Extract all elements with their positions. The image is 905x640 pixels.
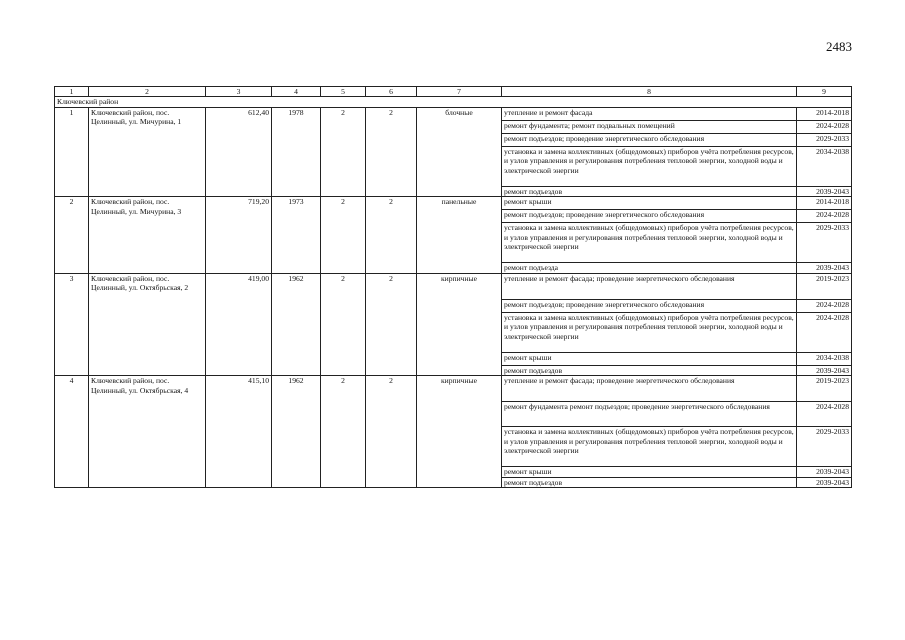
column-header: 4 — [272, 87, 321, 97]
entry-entrances: 2 — [366, 273, 417, 375]
entry-entrances: 2 — [366, 197, 417, 273]
work-period: 2039-2043 — [797, 186, 852, 196]
work-description: ремонт подъездов; проведение энергетического обследования — [502, 210, 797, 223]
column-header: 6 — [366, 87, 417, 97]
work-period: 2024-2028 — [797, 299, 852, 312]
entry-address: Ключевский район, пос. Целинный, ул. Мичурина, 1 — [89, 107, 206, 196]
entry-floors: 2 — [321, 107, 366, 196]
entry-floors: 2 — [321, 376, 366, 488]
work-period: 2014-2018 — [797, 107, 852, 120]
entry-year: 1962 — [272, 376, 321, 488]
entry-floors: 2 — [321, 197, 366, 273]
entry-entrances: 2 — [366, 107, 417, 196]
column-header: 3 — [206, 87, 272, 97]
work-description: ремонт подъездов; проведение энергетического обследования — [502, 133, 797, 146]
work-period: 2019-2023 — [797, 273, 852, 299]
work-description: ремонт фундамента ремонт подъездов; проведение энергетического обследования — [502, 402, 797, 427]
entry-number: 1 — [55, 107, 89, 196]
work-period: 2029-2033 — [797, 133, 852, 146]
work-period: 2029-2033 — [797, 427, 852, 467]
table-row — [55, 273, 852, 299]
entry-floors: 2 — [321, 273, 366, 375]
work-description: ремонт крыши — [502, 197, 797, 210]
work-description: ремонт крыши — [502, 352, 797, 365]
work-period: 2034-2038 — [797, 146, 852, 186]
work-description: ремонт подъезда — [502, 263, 797, 273]
entry-material: блочные — [417, 107, 502, 196]
entry-year: 1973 — [272, 197, 321, 273]
work-description: утепление и ремонт фасада; проведение энергетического обследования — [502, 273, 797, 299]
entry-number: 3 — [55, 273, 89, 375]
entry-material: кирпичные — [417, 376, 502, 488]
work-period: 2029-2033 — [797, 223, 852, 263]
work-period: 2039-2043 — [797, 263, 852, 273]
page-number: 2483 — [826, 39, 852, 54]
entry-area: 612,40 — [206, 107, 272, 196]
work-description: ремонт подъездов — [502, 186, 797, 196]
column-header-row — [55, 87, 852, 97]
work-period: 2024-2028 — [797, 312, 852, 352]
column-header: 7 — [417, 87, 502, 97]
work-description: ремонт фундамента; ремонт подвальных помещений — [502, 120, 797, 133]
entry-address: Ключевский район, пос. Целинный, ул. Октябрьская, 4 — [89, 376, 206, 488]
entry-number: 4 — [55, 376, 89, 488]
work-period: 2019-2023 — [797, 376, 852, 402]
work-description: ремонт крыши — [502, 467, 797, 477]
entry-material: кирпичные — [417, 273, 502, 375]
work-description: установка и замена коллективных (общедомовых) приборов учёта потребления ресурсов, и узлов управления и регулирования потребления тепловой энергии, холодной воды и электрической энергии — [502, 223, 797, 263]
work-description: утепление и ремонт фасада; проведение энергетического обследования — [502, 376, 797, 402]
entry-area: 419,00 — [206, 273, 272, 375]
column-header: 1 — [55, 87, 89, 97]
entry-material: панельные — [417, 197, 502, 273]
work-description: ремонт подъездов — [502, 477, 797, 487]
entry-area: 719,20 — [206, 197, 272, 273]
column-header: 2 — [89, 87, 206, 97]
entry-address: Ключевский район, пос. Целинный, ул. Октябрьская, 2 — [89, 273, 206, 375]
table-row — [55, 376, 852, 402]
work-period: 2024-2028 — [797, 210, 852, 223]
work-description: установка и замена коллективных (общедомовых) приборов учёта потребления ресурсов, и узлов управления и регулирования потребления тепловой энергии, холодной воды и электрической энергии — [502, 312, 797, 352]
entry-number: 2 — [55, 197, 89, 273]
work-description: утепление и ремонт фасада — [502, 107, 797, 120]
column-header: 9 — [797, 87, 852, 97]
entry-year: 1962 — [272, 273, 321, 375]
work-period: 2014-2018 — [797, 197, 852, 210]
column-header: 5 — [321, 87, 366, 97]
entry-entrances: 2 — [366, 376, 417, 488]
entry-address: Ключевский район, пос. Целинный, ул. Мичурина, 3 — [89, 197, 206, 273]
work-period: 2039-2043 — [797, 477, 852, 487]
table-row — [55, 197, 852, 210]
work-description: ремонт подъездов — [502, 365, 797, 375]
repair-schedule-table — [54, 86, 852, 488]
work-period: 2034-2038 — [797, 352, 852, 365]
district-row — [55, 97, 852, 107]
work-description: установка и замена коллективных (общедомовых) приборов учёта потребления ресурсов, и узлов управления и регулирования потребления тепловой энергии, холодной воды и электрической энергии — [502, 427, 797, 467]
work-period: 2024-2028 — [797, 402, 852, 427]
work-description: ремонт подъездов; проведение энергетического обследования — [502, 299, 797, 312]
table-body — [55, 87, 852, 488]
work-period: 2039-2043 — [797, 467, 852, 477]
entry-area: 415,10 — [206, 376, 272, 488]
work-period: 2024-2028 — [797, 120, 852, 133]
district-name: Ключевский район — [55, 97, 852, 107]
entry-year: 1978 — [272, 107, 321, 196]
work-description: установка и замена коллективных (общедомовых) приборов учёта потребления ресурсов, и узлов управления и регулирования потребления тепловой энергии, холодной воды и электрической энергии — [502, 146, 797, 186]
work-period: 2039-2043 — [797, 365, 852, 375]
table-row — [55, 107, 852, 120]
column-header: 8 — [502, 87, 797, 97]
